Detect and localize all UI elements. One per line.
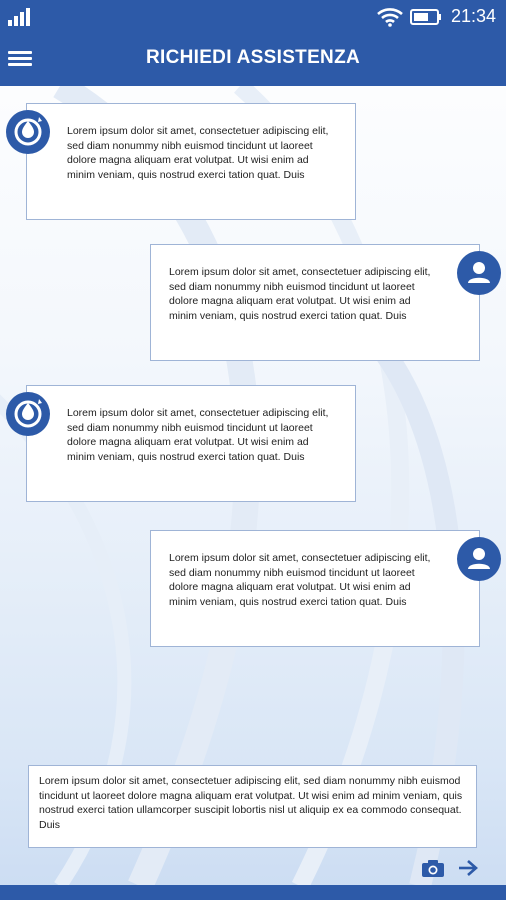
status-time: 21:34 — [450, 6, 496, 26]
message-bubble-user — [150, 530, 480, 647]
message-input[interactable] — [28, 765, 477, 848]
page-title: RICHIEDI ASSISTENZA — [145, 47, 360, 68]
person-icon — [457, 537, 501, 581]
signal-icon — [8, 8, 34, 26]
water-drop-icon — [6, 110, 50, 154]
support-avatar — [6, 110, 50, 154]
battery-icon — [410, 9, 442, 25]
app-bar — [0, 34, 506, 86]
water-drop-icon — [6, 392, 50, 436]
message-text: Lorem ipsum dolor sit amet, consectetuer adipiscing elit, sed diam nonummy nibh euismod tincidunt ut laoreet dolore magna aliquam erat volutpat. Ut wisi enim ad minim veniam, quis nostrud exerci tation quat. Duis — [67, 125, 329, 181]
user-avatar — [457, 537, 501, 581]
camera-icon[interactable] — [421, 858, 445, 878]
message-bubble-support — [26, 385, 356, 502]
message-text: Lorem ipsum dolor sit amet, consectetuer adipiscing elit, sed diam nonummy nibh euismod tincidunt ut laoreet dolore magna aliquam erat volutpat. Ut wisi enim ad minim veniam, quis nostrud exerci tation quat. Duis — [67, 407, 329, 463]
message-text: Lorem ipsum dolor sit amet, consectetuer adipiscing elit, sed diam nonummy nibh euismod tincidunt ut laoreet dolore magna aliquam erat volutpat. Ut wisi enim ad minim veniam, quis nostrud exerci tation quat. Duis — [169, 552, 431, 608]
message-text: Lorem ipsum dolor sit amet, consectetuer adipiscing elit, sed diam nonummy nibh euismod tincidunt ut laoreet dolore magna aliquam erat volutpat. Ut wisi enim ad minim veniam, quis nostrud exerci tation quat. Duis — [169, 266, 431, 322]
person-icon — [457, 251, 501, 295]
message-input-text: Lorem ipsum dolor sit amet, consectetuer adipiscing elit, sed diam nonummy nibh euismod tincidunt ut laoreet dolore magna aliquam erat volutpat. Ut wisi enim ad minim veniam, quis nostrud exerci tation ullamcorper suscipit lobortis nisl ut aliquip ex ea commodo consequat. Duis — [39, 775, 463, 831]
wifi-icon — [377, 7, 403, 27]
message-bubble-user — [150, 244, 480, 361]
status-bar — [0, 0, 506, 34]
bottom-bar — [0, 885, 506, 900]
user-avatar — [457, 251, 501, 295]
support-avatar — [6, 392, 50, 436]
message-bubble-support — [26, 103, 356, 220]
send-arrow-icon[interactable] — [457, 857, 479, 879]
